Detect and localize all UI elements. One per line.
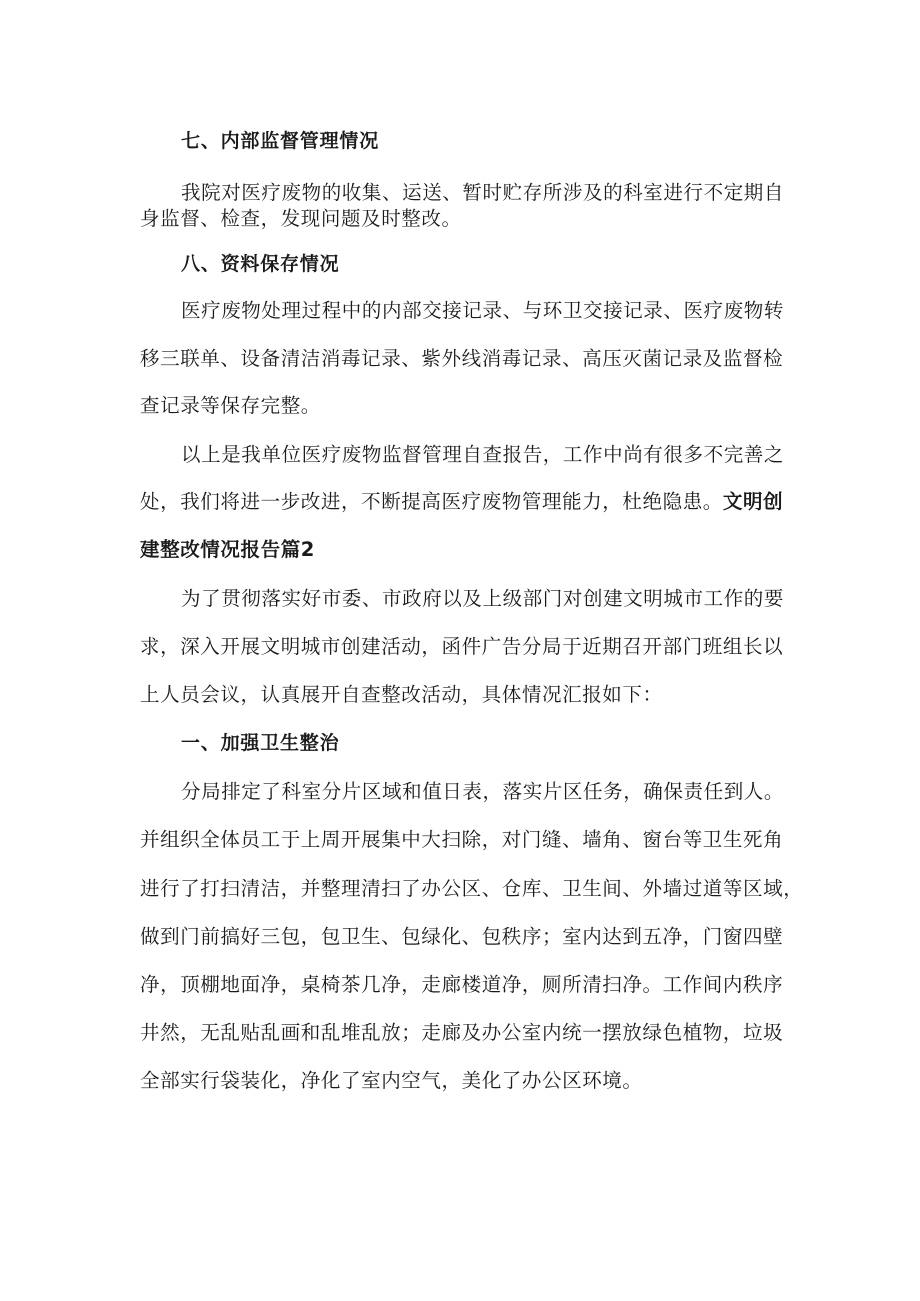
- paragraph-line: 进行了打扫清洁，并整理清扫了办公区、仓库、卫生间、外墙过道等区域，: [140, 877, 804, 900]
- section-1-heading: 一、加强卫生整治: [181, 732, 340, 754]
- paragraph-line: 查记录等保存完整。: [140, 394, 321, 417]
- paragraph-line: 净，顶棚地面净，桌椅茶几净，走廊楼道净，厕所清扫净。工作间内秩序: [140, 973, 784, 996]
- conclusion-text: 处，我们将进一步改进，不断提高医疗废物管理能力，杜绝隐患。: [140, 490, 723, 513]
- paragraph-line: 做到门前搞好三包，包卫生、包绿化、包秩序；室内达到五净，门窗四壁: [140, 925, 784, 948]
- paragraph-line: 全部实行袋装化，净化了室内空气，美化了办公区环境。: [140, 1069, 643, 1092]
- section-7-heading: 七、内部监督管理情况: [181, 130, 380, 152]
- paragraph-line: 我院对医疗废物的收集、运送、暂时贮存所涉及的科室进行不定期自: [181, 181, 785, 204]
- next-report-title-part1: 文明创: [722, 490, 784, 513]
- next-report-title-part2: 建整改情况报告篇2: [140, 538, 315, 561]
- paragraph-line: 为了贯彻落实好市委、市政府以及上级部门对创建文明城市工作的要: [181, 587, 785, 610]
- paragraph-line: 上人员会议，认真展开自查整改活动，具体情况汇报如下：: [140, 683, 663, 706]
- paragraph-line: 医疗废物处理过程中的内部交接记录、与环卫交接记录、医疗废物转: [181, 299, 785, 322]
- paragraph-line: 分局排定了科室分片区域和值日表，落实片区任务，确保责任到人。: [181, 780, 785, 803]
- paragraph-line: 移三联单、设备清洁消毒记录、紫外线消毒记录、高压灭菌记录及监督检: [140, 347, 784, 370]
- paragraph-line: 求，深入开展文明城市创建活动，函件广告分局于近期召开部门班组长以: [140, 635, 784, 658]
- paragraph-line: 井然，无乱贴乱画和乱堆乱放；走廊及办公室内统一摆放绿色植物，垃圾: [140, 1021, 784, 1044]
- paragraph-line: 以上是我单位医疗废物监督管理自查报告，工作中尚有很多不完善之: [181, 443, 785, 466]
- section-8-heading: 八、资料保存情况: [181, 253, 340, 275]
- paragraph-line: 身监督、检查，发现问题及时整改。: [140, 207, 462, 230]
- paragraph-line: [140, 487, 783, 517]
- paragraph-line: 并组织全体员工于上周开展集中大扫除，对门缝、墙角、窗台等卫生死角: [140, 828, 784, 851]
